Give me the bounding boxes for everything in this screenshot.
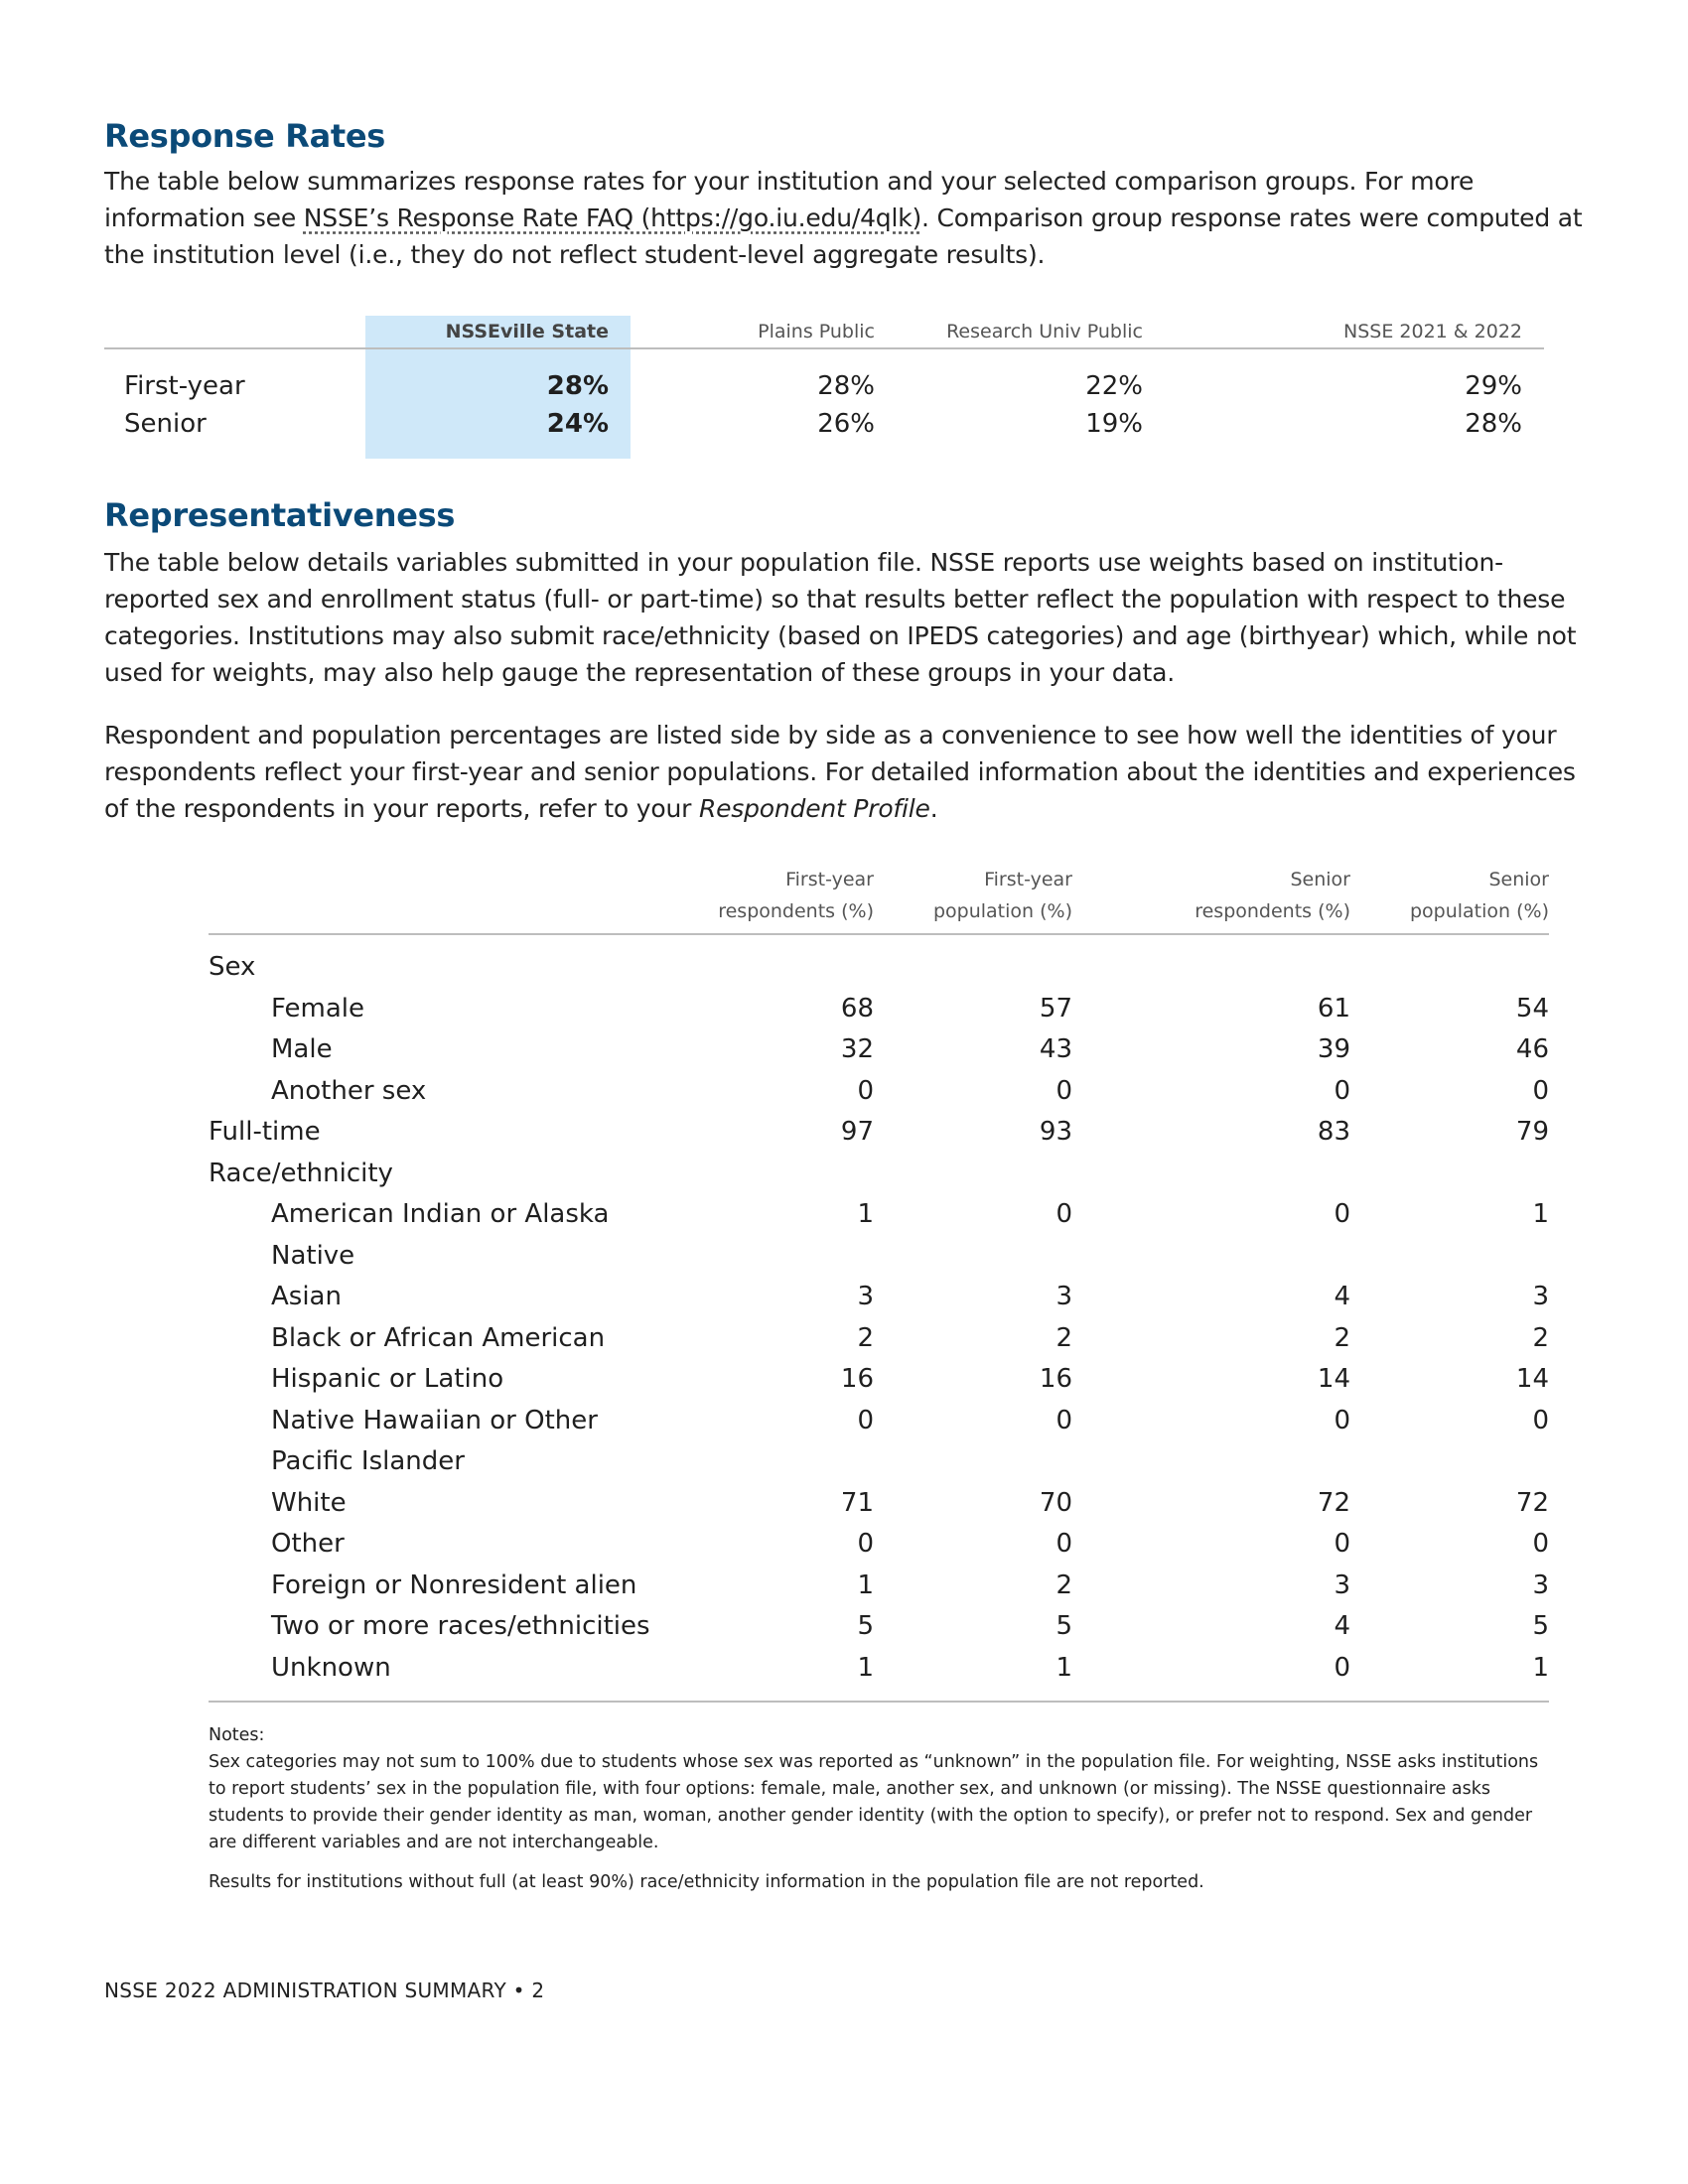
cell-value	[874, 1236, 1072, 1278]
cell-value	[1072, 1154, 1350, 1195]
table-row	[209, 1524, 1549, 1566]
row-label: First-year	[124, 371, 245, 401]
cell-value: 70	[1039, 1487, 1072, 1518]
cell-value: 0	[1055, 1199, 1072, 1229]
cell-value: 54	[1515, 993, 1549, 1024]
representativeness-table	[209, 864, 1549, 1703]
header-blank	[104, 316, 365, 348]
cell-value	[705, 934, 874, 989]
cell-value: 79	[1515, 1117, 1549, 1147]
notes-race-ethnicity: Results for institutions without full (at least 90%) race/ethnicity information in the population file are not reported.	[209, 1872, 1204, 1892]
cell-value: 5	[1055, 1611, 1072, 1641]
cell-value: 29%	[1465, 371, 1522, 401]
response-rates-text-2: . Comparison group response rates were computed at the institution level (i.e., they do not reflect student-level aggregate results).	[104, 204, 1583, 269]
cell-value	[874, 1441, 1072, 1483]
header-senior-population: Senior population (%)	[1350, 864, 1549, 934]
table-row	[209, 1606, 1549, 1648]
cell-value: 72	[1515, 1487, 1549, 1518]
cell-value	[705, 1236, 874, 1278]
cell-value: 26%	[817, 409, 875, 439]
table-row	[209, 1112, 1549, 1154]
cell-value: 3	[857, 1282, 874, 1311]
cell-value: 16	[840, 1364, 874, 1394]
response-rates-table	[104, 316, 1544, 459]
row-label: Another sex	[271, 1075, 427, 1106]
row-label: Senior	[124, 409, 207, 439]
response-rates-paragraph	[104, 163, 1584, 273]
row-label: Native	[271, 1240, 355, 1271]
cell-value: 0	[1334, 1075, 1350, 1106]
representativeness-section	[104, 496, 1584, 827]
cell-value: 2	[1532, 1322, 1549, 1353]
row-label: Foreign or Nonresident alien	[271, 1570, 637, 1600]
table-row	[209, 1029, 1549, 1071]
cell-value: 1	[705, 1648, 874, 1703]
representativeness-text-2: .	[929, 794, 938, 823]
cell-value: 14	[1317, 1364, 1350, 1394]
representativeness-table-body	[209, 934, 1549, 1702]
row-label: Full-time	[209, 1117, 321, 1147]
representativeness-text-1: Respondent and population percentages are listed side by side as a convenience to see how well the identities of your respondents reflect your first-year and senior populations. For detailed information about the identities and experiences of the respondents in your reports, refer to your	[104, 721, 1576, 823]
row-label: Unknown	[209, 1648, 705, 1703]
row-label: Other	[271, 1529, 345, 1559]
row-label: Native Hawaiian or Other	[271, 1405, 598, 1435]
cell-value: 32	[840, 1034, 874, 1064]
cell-value: 3	[1055, 1282, 1072, 1311]
header-first-year-population: First-year population (%)	[874, 864, 1072, 934]
table-row	[209, 1359, 1549, 1401]
cell-value	[1072, 1441, 1350, 1483]
header-nsseville-state: NSSEville State	[365, 316, 631, 348]
cell-value	[705, 1154, 874, 1195]
cell-value: 24%	[365, 407, 631, 459]
response-rates-header-row	[104, 316, 1544, 348]
table-row	[209, 1566, 1549, 1607]
table-row	[104, 365, 1544, 407]
cell-value: 16	[1039, 1364, 1072, 1394]
row-label: Male	[271, 1034, 333, 1064]
cell-value: 0	[857, 1529, 874, 1559]
cell-value: 0	[1532, 1405, 1549, 1435]
cell-value	[705, 1441, 874, 1483]
cell-value: 4	[1334, 1282, 1350, 1311]
cell-value: 0	[1055, 1405, 1072, 1435]
row-label: Asian	[271, 1282, 342, 1311]
cell-value: 3	[1532, 1570, 1549, 1600]
cell-value: 39	[1317, 1034, 1350, 1064]
cell-value: 57	[1039, 993, 1072, 1024]
representativeness-heading: Representativeness	[104, 496, 456, 534]
table-row	[209, 1194, 1549, 1236]
cell-value: 0	[1055, 1529, 1072, 1559]
cell-value: 4	[1334, 1611, 1350, 1641]
cell-value: 0	[1334, 1529, 1350, 1559]
header-research-univ-public: Research Univ Public	[897, 316, 1165, 348]
cell-value: 0	[1334, 1405, 1350, 1435]
response-rate-faq-link[interactable]: NSSE’s Response Rate FAQ (https://go.iu.edu/4qlk)	[303, 204, 922, 232]
cell-value: 71	[840, 1487, 874, 1518]
representativeness-header-row	[209, 864, 1549, 934]
row-label: Hispanic or Latino	[271, 1364, 504, 1394]
cell-value: 1	[874, 1648, 1072, 1703]
cell-value: 43	[1039, 1034, 1072, 1064]
cell-value: 3	[1334, 1570, 1350, 1600]
cell-value: 2	[1055, 1322, 1072, 1353]
cell-value: 3	[1532, 1282, 1549, 1311]
cell-value: 93	[1039, 1117, 1072, 1147]
cell-value: 46	[1515, 1034, 1549, 1064]
cell-value: 68	[840, 993, 874, 1024]
table-row	[104, 407, 1544, 459]
cell-value: 5	[1532, 1611, 1549, 1641]
cell-value: 1	[857, 1570, 874, 1600]
row-label: White	[271, 1487, 347, 1518]
response-rates-heading: Response Rates	[104, 117, 386, 155]
header-blank	[209, 864, 705, 934]
cell-value	[874, 1154, 1072, 1195]
table-row	[209, 989, 1549, 1030]
cell-value	[1072, 1236, 1350, 1278]
table-row	[209, 1236, 1549, 1278]
cell-value: 2	[1055, 1570, 1072, 1600]
cell-value: 28%	[365, 365, 631, 407]
row-label: Black or African American	[271, 1322, 606, 1353]
header-plains-public: Plains Public	[631, 316, 897, 348]
cell-value: 61	[1317, 993, 1350, 1024]
header-first-year-respondents: First-year respondents (%)	[705, 864, 874, 934]
cell-value: 14	[1515, 1364, 1549, 1394]
cell-value: 0	[857, 1075, 874, 1106]
cell-value: 97	[840, 1117, 874, 1147]
notes-section	[209, 1722, 1549, 1896]
table-row	[209, 1318, 1549, 1360]
representativeness-paragraph-1: The table below details variables submitted in your population file. NSSE reports use weights based on institution-reported sex and enrollment status (full- or part-time) so that results better reflect the population with respect to these categories. Institutions may also submit race/ethnicity (based on IPEDS categories) and age (birthyear) which, while not used for weights, may also help gauge the representation of these groups in your data.	[104, 548, 1577, 687]
response-rates-text-1: The table below summarizes response rates for your institution and your selected comparison groups. For more information see	[104, 167, 1475, 232]
representativeness-paragraph-2	[104, 717, 1584, 827]
cell-value	[1350, 1441, 1549, 1483]
table-row	[209, 934, 1549, 989]
cell-value: 2	[1334, 1322, 1350, 1353]
cell-value: 0	[1532, 1529, 1549, 1559]
cell-value	[1350, 1154, 1549, 1195]
table-row	[209, 1401, 1549, 1442]
header-senior-respondents: Senior respondents (%)	[1072, 864, 1350, 934]
table-row	[209, 1441, 1549, 1483]
notes-sex-categories: Sex categories may not sum to 100% due to students whose sex was reported as “unknown” in the population file. For weighting, NSSE asks institutions to report students’ sex in the population file, with four options: female, male, another sex, and unknown (or missing). The NSSE questionnaire asks students to provide their gender identity as man, woman, another gender identity (with the option to specify), or prefer not to respond. Sex and gender are different variables and are not interchangeable.	[209, 1752, 1539, 1852]
row-label: Sex	[209, 952, 256, 982]
cell-value: 0	[1055, 1075, 1072, 1106]
page-footer: NSSE 2022 ADMINISTRATION SUMMARY • 2	[104, 1979, 545, 2002]
row-label: Race/ethnicity	[209, 1158, 393, 1188]
row-label: Pacific Islander	[271, 1446, 465, 1476]
notes-title: Notes:	[209, 1725, 265, 1745]
row-label: American Indian or Alaska	[271, 1199, 610, 1229]
response-rates-section	[104, 117, 1584, 273]
cell-value	[1072, 934, 1350, 989]
cell-value: 2	[857, 1322, 874, 1353]
table-row	[209, 1071, 1549, 1113]
respondent-profile-reference: Respondent Profile	[698, 794, 930, 823]
cell-value: 22%	[1085, 371, 1143, 401]
cell-value: 72	[1317, 1487, 1350, 1518]
cell-value: 5	[857, 1611, 874, 1641]
cell-value: 28%	[817, 371, 875, 401]
cell-value: 1	[1350, 1648, 1549, 1703]
table-row	[209, 1277, 1549, 1318]
cell-value: 0	[1532, 1075, 1549, 1106]
cell-value: 1	[1532, 1199, 1549, 1229]
cell-value: 0	[1072, 1648, 1350, 1703]
cell-value: 1	[857, 1199, 874, 1229]
cell-value	[1350, 1236, 1549, 1278]
table-row	[209, 1154, 1549, 1195]
cell-value: 19%	[1085, 409, 1143, 439]
row-label: Two or more races/ethnicities	[271, 1611, 650, 1641]
cell-value: 0	[857, 1405, 874, 1435]
spacer-row	[104, 348, 1544, 365]
row-label: Female	[271, 993, 365, 1024]
table-row	[209, 1483, 1549, 1525]
header-nsse-2021-2022: NSSE 2021 & 2022	[1165, 316, 1544, 348]
cell-value: 83	[1317, 1117, 1350, 1147]
cell-value	[874, 934, 1072, 989]
cell-value: 0	[1334, 1199, 1350, 1229]
cell-value: 28%	[1465, 409, 1522, 439]
cell-value	[1350, 934, 1549, 989]
table-row	[209, 1648, 1549, 1703]
